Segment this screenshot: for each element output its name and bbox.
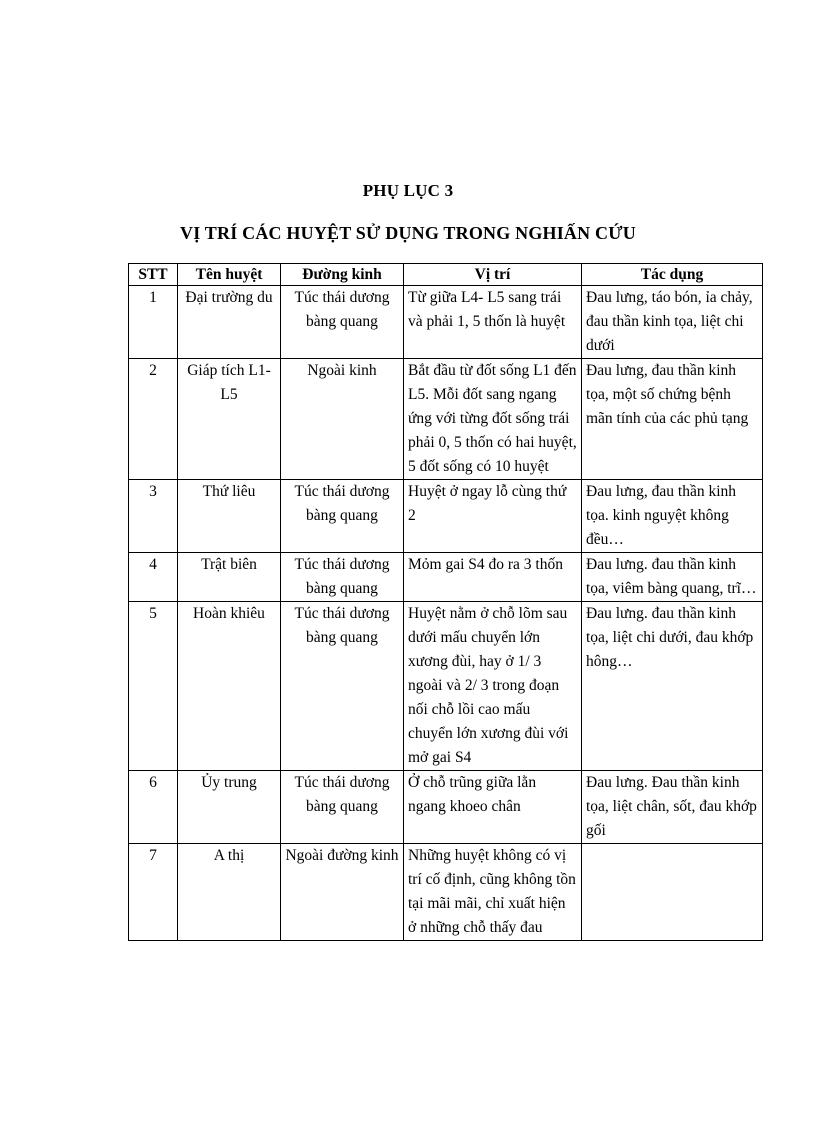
cell-point-name: A thị [178, 844, 281, 941]
cell-stt: 4 [129, 553, 178, 602]
table-row [129, 480, 763, 553]
table-header-row [129, 264, 763, 286]
cell-meridian: Ngoài kinh [281, 359, 404, 480]
header-meridian: Đường kinh [281, 264, 404, 286]
cell-effect: Đau lưng. Đau thần kinh tọa, liệt chân, sốt, đau khớp gối [582, 771, 763, 844]
cell-point-name: Đại trường du [178, 286, 281, 359]
appendix-title: PHỤ LỤC 3 [362, 181, 454, 200]
cell-location: Ở chỗ trũng giữa lằn ngang khoeo chân [404, 771, 582, 844]
cell-effect: Đau lưng. đau thần kinh tọa, liệt chi dưới, đau khớp hông… [582, 602, 763, 771]
table-row [129, 359, 763, 480]
cell-meridian: Ngoài đường kinh [281, 844, 404, 941]
cell-location: Bắt đầu từ đốt sống L1 đến L5. Mỗi đốt sang ngang ứng với từng đốt sống trái phải 0, 5 thốn có hai huyệt, 5 đốt sống có 10 huyệt [404, 359, 582, 480]
cell-stt: 7 [129, 844, 178, 941]
cell-effect: Đau lưng, táo bón, ỉa chảy, đau thần kinh tọa, liệt chi dưới [582, 286, 763, 359]
cell-stt: 5 [129, 602, 178, 771]
header-point-name: Tên huyệt [178, 264, 281, 286]
cell-point-name: Thứ liêu [178, 480, 281, 553]
cell-location: Mỏm gai S4 đo ra 3 thốn [404, 553, 582, 602]
cell-point-name: Hoàn khiêu [178, 602, 281, 771]
acupoint-table [128, 263, 763, 941]
table-row [129, 286, 763, 359]
cell-location: Từ giữa L4- L5 sang trái và phải 1, 5 thốn là huyệt [404, 286, 582, 359]
cell-meridian: Túc thái dương bàng quang [281, 480, 404, 553]
cell-stt: 3 [129, 480, 178, 553]
cell-meridian: Túc thái dương bàng quang [281, 553, 404, 602]
cell-location: Huyệt ở ngay lỗ cùng thứ 2 [404, 480, 582, 553]
cell-stt: 2 [129, 359, 178, 480]
section-title: VỊ TRÍ CÁC HUYỆT SỬ DỤNG TRONG NGHIẤN CỨU [180, 223, 636, 243]
cell-stt: 6 [129, 771, 178, 844]
table-row [129, 844, 763, 941]
table-row [129, 553, 763, 602]
cell-point-name: Trật biên [178, 553, 281, 602]
header-location: Vị trí [404, 264, 582, 286]
cell-effect: Đau lưng. đau thần kinh tọa, viêm bàng quang, trĩ… [582, 553, 763, 602]
cell-effect [582, 844, 763, 941]
header-effect: Tác dụng [582, 264, 763, 286]
cell-meridian: Túc thái dương bàng quang [281, 286, 404, 359]
cell-point-name: Ủy trung [178, 771, 281, 844]
cell-stt: 1 [129, 286, 178, 359]
cell-point-name: Giáp tích L1- L5 [178, 359, 281, 480]
header-stt: STT [129, 264, 178, 286]
cell-meridian: Túc thái dương bàng quang [281, 771, 404, 844]
cell-location: Huyệt nằm ở chỗ lõm sau dưới mấu chuyển lớn xương đùi, hay ở 1/ 3 ngoài và 2/ 3 trong đoạn nối chỗ lồi cao mấu chuyển lớn xương đùi với mở gai S4 [404, 602, 582, 771]
table-row [129, 602, 763, 771]
cell-effect: Đau lưng, đau thần kinh tọa, một số chứng bệnh mãn tính của các phủ tạng [582, 359, 763, 480]
cell-effect: Đau lưng, đau thần kinh tọa. kinh nguyệt không đều… [582, 480, 763, 553]
cell-location: Những huyệt không có vị trí cố định, cũng không tồn tại mãi mãi, chỉ xuất hiện ở những chỗ thấy đau [404, 844, 582, 941]
table-row [129, 771, 763, 844]
cell-meridian: Túc thái dương bàng quang [281, 602, 404, 771]
